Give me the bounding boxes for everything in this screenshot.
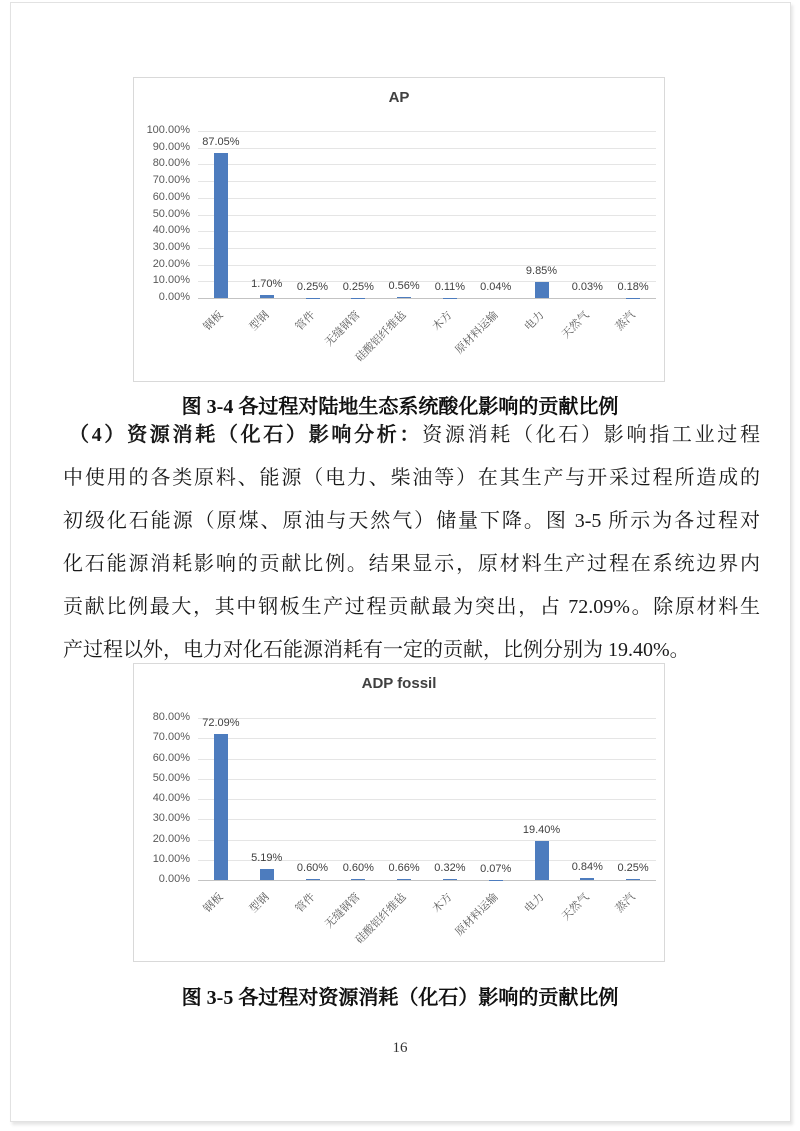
y-axis-tick: 50.00%: [152, 207, 190, 220]
y-axis-tick: 70.00%: [152, 174, 190, 187]
chart-title: ADP fossil: [361, 675, 437, 692]
y-axis-tick: 10.00%: [152, 852, 190, 865]
y-axis-tick: 0.00%: [158, 873, 190, 885]
gridline: [198, 265, 656, 266]
x-axis-label: 蒸汽: [613, 891, 638, 916]
data-label: 0.60%: [342, 861, 374, 874]
bar: [580, 878, 594, 880]
y-axis-tick: 100.00%: [146, 124, 190, 136]
bar: [397, 879, 411, 880]
x-axis-label: 管件: [293, 891, 318, 916]
paragraph-line: [63, 457, 760, 500]
x-axis-label: 天然气: [560, 891, 592, 923]
paragraph-text: 化石能源消耗影响的贡献比例。结果显示，原材料生产过程在系统边界内: [63, 553, 760, 575]
chart-title: AP: [388, 89, 410, 106]
bar: [535, 841, 549, 880]
data-label: 0.32%: [434, 862, 466, 875]
gridline: [198, 131, 656, 132]
gridline: [198, 148, 656, 149]
bar: [260, 295, 274, 298]
bar: [535, 282, 549, 298]
x-axis-label: 天然气: [560, 309, 592, 341]
gridline: [198, 819, 656, 820]
y-axis-tick: 50.00%: [152, 771, 190, 784]
bar: [260, 869, 274, 880]
paragraph-text: 初级化石能源（原煤、原油与天然气）储量下降。图 3-5 所示为各过程对: [63, 510, 760, 532]
x-axis-label: 钢板: [201, 891, 226, 916]
data-label: 0.11%: [434, 280, 466, 293]
y-axis-tick: 0.00%: [158, 291, 190, 303]
x-axis-label: 原材料运输: [452, 891, 501, 939]
y-axis-tick: 60.00%: [152, 190, 190, 203]
y-axis-tick: 90.00%: [152, 140, 190, 153]
y-axis-tick: 30.00%: [152, 240, 190, 253]
data-label: 72.09%: [202, 717, 240, 730]
gridline: [198, 779, 656, 780]
data-label: 0.66%: [388, 861, 420, 874]
y-axis-tick: 30.00%: [152, 812, 190, 825]
paragraph-text: 资源消耗（化石）影响指工业过程: [422, 424, 761, 446]
y-axis-tick: 40.00%: [152, 224, 190, 237]
bar: [397, 297, 411, 298]
bar: [214, 153, 228, 298]
paragraph-text: 中使用的各类原料、能源（电力、柴油等）在其生产与开采过程所造成的: [63, 467, 760, 489]
data-label: 0.18%: [617, 280, 649, 293]
x-axis-label: 木方: [430, 309, 455, 334]
figure-caption-3-5: 图 3-5 各过程对资源消耗（化石）影响的贡献比例: [181, 987, 619, 1009]
data-label: 0.25%: [342, 280, 374, 293]
bar: [214, 734, 228, 880]
gridline: [198, 231, 656, 232]
bar: [351, 879, 365, 880]
gridline: [198, 718, 656, 719]
x-axis-label: 管件: [293, 309, 318, 334]
bar: [443, 879, 457, 880]
gridline: [198, 198, 656, 199]
x-axis-label: 无缝钢管: [323, 891, 363, 931]
x-axis-line: [198, 880, 656, 881]
bar: [626, 879, 640, 880]
y-axis-tick: 80.00%: [152, 711, 190, 723]
figure-caption-3-4: 图 3-4 各过程对陆地生态系统酸化影响的贡献比例: [181, 396, 619, 418]
paragraph-line: [63, 500, 760, 543]
y-axis-tick: 20.00%: [152, 832, 190, 845]
data-label: 0.03%: [571, 280, 603, 293]
data-label: 5.19%: [251, 852, 283, 865]
paragraph-lead-bold: （4）资源消耗（化石）影响分析：: [69, 424, 423, 446]
x-axis-label: 硅酸铝纤维毡: [353, 309, 409, 365]
figure-adp-fossil-chart: [133, 663, 665, 962]
x-axis-label: 电力: [522, 891, 547, 916]
x-axis-label: 硅酸铝纤维毡: [353, 891, 409, 947]
y-axis-tick: 10.00%: [152, 274, 190, 287]
x-axis-label: 无缝钢管: [323, 309, 363, 349]
gridline: [198, 215, 656, 216]
y-axis-tick: 80.00%: [152, 157, 190, 170]
data-label: 0.56%: [388, 280, 420, 293]
x-axis-label: 电力: [522, 309, 547, 334]
data-label: 9.85%: [525, 264, 558, 277]
page-number: 16: [392, 1040, 408, 1056]
data-label: 19.40%: [522, 823, 561, 836]
figure-ap-chart: [133, 77, 665, 382]
data-label: 0.84%: [571, 861, 603, 874]
paragraph-line: [63, 414, 760, 457]
body-paragraph: [63, 414, 760, 672]
paragraph-line: [63, 543, 760, 586]
y-axis-tick: 60.00%: [152, 751, 190, 764]
gridline: [198, 181, 656, 182]
gridline: [198, 738, 656, 739]
x-axis-label: 蒸汽: [613, 309, 638, 334]
paragraph-text: 产过程以外，电力对化石能源消耗有一定的贡献，比例分别为 19.40%。: [63, 639, 690, 661]
x-axis-line: [198, 298, 656, 299]
gridline: [198, 840, 656, 841]
paragraph-text: 贡献比例最大，其中钢板生产过程贡献最为突出，占 72.09%。除原材料生: [63, 596, 760, 618]
data-label: 0.04%: [480, 280, 512, 293]
gridline: [198, 248, 656, 249]
gridline: [198, 759, 656, 760]
y-axis-tick: 40.00%: [152, 792, 190, 804]
data-label: 0.60%: [296, 861, 329, 874]
x-axis-label: 型钢: [247, 891, 272, 916]
x-axis-label: 木方: [430, 891, 455, 916]
data-label: 0.25%: [617, 862, 649, 875]
y-axis-tick: 20.00%: [152, 257, 190, 270]
gridline: [198, 164, 656, 165]
paragraph-line: [63, 586, 760, 629]
y-axis-tick: 70.00%: [152, 731, 190, 744]
x-axis-label: 钢板: [201, 309, 226, 334]
x-axis-label: 原材料运输: [452, 309, 501, 357]
data-label: 1.70%: [251, 278, 283, 291]
data-label: 0.07%: [480, 862, 512, 875]
data-label: 0.25%: [296, 280, 329, 293]
bar: [306, 879, 320, 880]
x-axis-label: 型钢: [247, 309, 272, 334]
data-label: 87.05%: [202, 135, 240, 148]
gridline: [198, 799, 656, 800]
